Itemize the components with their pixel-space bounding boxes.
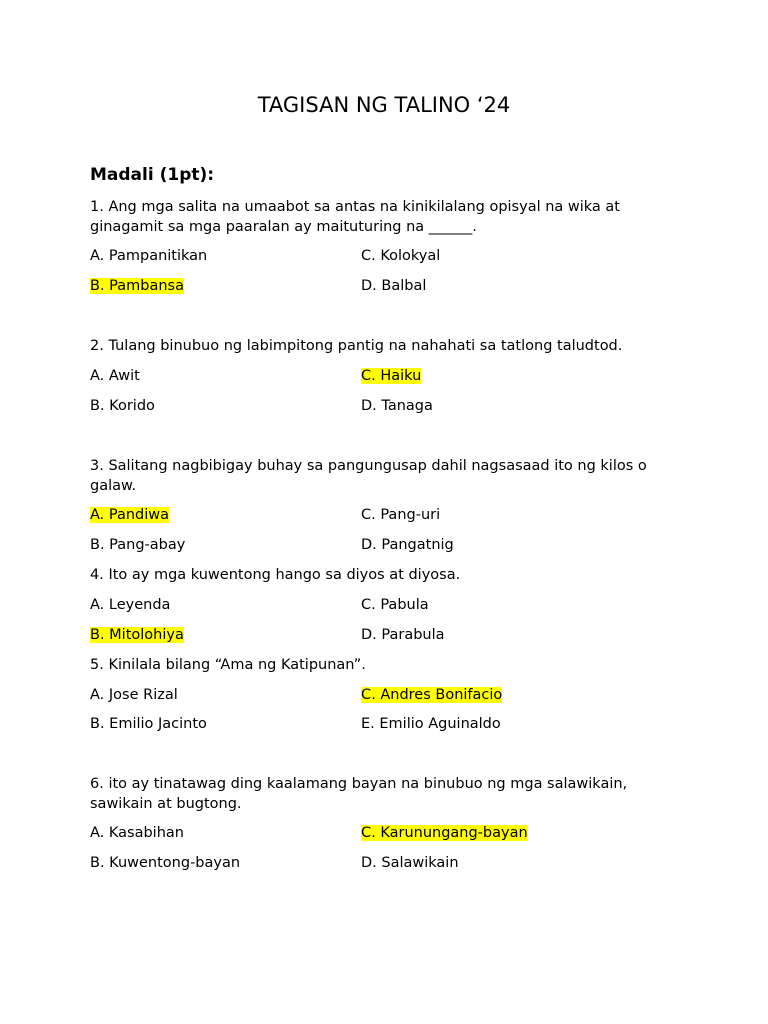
question-1-text: 1. Ang mga salita na umaabot sa antas na kinikilalang opisyal na wika at ginagamit sa mga paaralan ay maituturing na ______. bbox=[90, 199, 620, 235]
question-3-text: 3. Salitang nagbibigay buhay sa pangungusap dahil nagsasaad ito ng kilos o galaw. bbox=[90, 458, 647, 494]
q1-choice-c: C. Kolokyal bbox=[361, 248, 441, 264]
q4-answer-highlight: B. Mitolohiya bbox=[90, 627, 184, 643]
q3-answer-highlight: A. Pandiwa bbox=[90, 507, 170, 523]
q6-choice-b: B. Kuwentong-bayan bbox=[90, 855, 241, 871]
q2-choice-b: B. Korido bbox=[90, 398, 155, 414]
q5-answer-highlight: C. Andres Bonifacio bbox=[361, 687, 503, 703]
document-title: TAGISAN NG TALINO ‘24 bbox=[257, 93, 511, 117]
q3-choice-b: B. Pang-abay bbox=[90, 537, 186, 553]
q6-choice-d: D. Salawikain bbox=[361, 855, 459, 871]
q5-choice-b: B. Emilio Jacinto bbox=[90, 716, 207, 732]
question-2-text: 2. Tulang binubuo ng labimpitong pantig na nahahati sa tatlong taludtod. bbox=[90, 338, 623, 354]
q5-choice-a: A. Jose Rizal bbox=[90, 687, 178, 703]
q4-choice-c: C. Pabula bbox=[361, 597, 429, 613]
q2-choice-c bbox=[361, 367, 421, 387]
q3-choice-c: C. Pang-uri bbox=[361, 507, 441, 523]
q6-choice-c bbox=[361, 824, 528, 844]
q1-answer-highlight: B. Pambansa bbox=[90, 278, 184, 294]
q1-choice-d: D. Balbal bbox=[361, 278, 427, 294]
q4-choice-b bbox=[90, 626, 184, 646]
q2-answer-highlight: C. Haiku bbox=[361, 368, 422, 384]
question-5-text: 5. Kinilala bilang “Ama ng Katipunan”. bbox=[90, 657, 366, 673]
q3-choice-d: D. Pangatnig bbox=[361, 537, 454, 553]
q6-answer-highlight: C. Karunungang-bayan bbox=[361, 825, 528, 841]
q2-choice-a: A. Awit bbox=[90, 368, 140, 384]
q3-choice-a bbox=[90, 506, 169, 526]
q5-choice-e: E. Emilio Aguinaldo bbox=[361, 716, 501, 732]
q1-choice-a: A. Pampanitikan bbox=[90, 248, 208, 264]
q1-choice-b bbox=[90, 277, 184, 297]
q2-choice-d: D. Tanaga bbox=[361, 398, 433, 414]
q5-choice-c bbox=[361, 686, 502, 706]
q6-choice-a: A. Kasabihan bbox=[90, 825, 184, 841]
q4-choice-a: A. Leyenda bbox=[90, 597, 171, 613]
section-title: Madali (1pt): bbox=[90, 165, 215, 185]
question-6-text: 6. ito ay tinatawag ding kaalamang bayan na binubuo ng mga salawikain, sawikain at bugtong. bbox=[90, 776, 628, 812]
q4-choice-d: D. Parabula bbox=[361, 627, 445, 643]
question-4-text: 4. Ito ay mga kuwentong hango sa diyos at diyosa. bbox=[90, 567, 461, 583]
